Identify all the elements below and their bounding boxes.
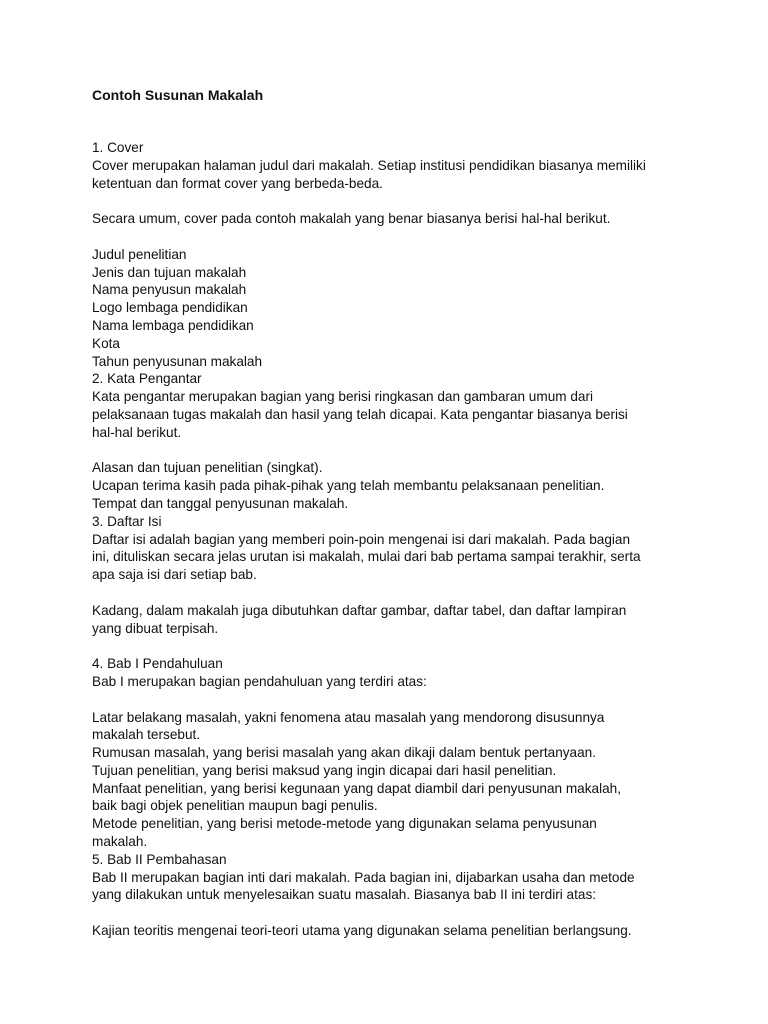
blank-line	[92, 192, 692, 210]
text-line: Ucapan terima kasih pada pihak-pihak yang telah membantu pelaksanaan penelitian.	[92, 478, 605, 494]
text-line: Jenis dan tujuan makalah	[92, 264, 247, 280]
text-line: 4. Bab I Pendahuluan	[92, 656, 223, 672]
text-line: 2. Kata Pengantar	[92, 371, 202, 387]
text-line: ketentuan dan format cover yang berbeda-beda.	[92, 175, 383, 191]
text-line: Kota	[92, 335, 120, 351]
text-line: makalah.	[92, 834, 148, 850]
blank-line	[92, 442, 692, 460]
text-line: apa saja isi dari setiap bab.	[92, 567, 257, 583]
text-line: pelaksanaan tugas makalah dan hasil yang telah dicapai. Kata pengantar biasanya berisi	[92, 406, 628, 422]
text-line: makalah tersebut.	[92, 727, 201, 743]
text-line: Cover merupakan halaman judul dari makalah. Setiap institusi pendidikan biasanya memiliki	[92, 157, 646, 173]
text-line: Nama lembaga pendidikan	[92, 317, 254, 333]
text-line: Nama penyusun makalah	[92, 282, 247, 298]
text-line: Tujuan penelitian, yang berisi maksud yang ingin dicapai dari hasil penelitian.	[92, 762, 557, 778]
blank-line	[92, 228, 692, 246]
text-line: yang dilakukan untuk menyelesaikan suatu masalah. Biasanya bab II ini terdiri atas:	[92, 887, 597, 903]
text-line: 1. Cover	[92, 140, 144, 155]
text-line: Kata pengantar merupakan bagian yang berisi ringkasan dan gambaran umum dari	[92, 389, 594, 405]
text-line: Rumusan masalah, yang berisi masalah yang akan dikaji dalam bentuk pertanyaan.	[92, 745, 597, 761]
text-line: Kadang, dalam makalah juga dibutuhkan daftar gambar, daftar tabel, dan daftar lampiran	[92, 602, 627, 618]
text-line: Bab II merupakan bagian inti dari makalah. Pada bagian ini, dijabarkan usaha dan metode	[92, 869, 635, 885]
document-page	[92, 86, 692, 940]
blank-line	[92, 904, 692, 922]
text-line: yang dibuat terpisah.	[92, 620, 219, 636]
text-line: Logo lembaga pendidikan	[92, 300, 248, 316]
text-line: Metode penelitian, yang berisi metode-metode yang digunakan selama penyusunan	[92, 816, 597, 832]
text-line: ini, dituliskan secara jelas urutan isi makalah, mulai dari bab pertama sampai terakhir, serta	[92, 549, 641, 565]
text-line: Bab I merupakan bagian pendahuluan yang terdiri atas:	[92, 673, 427, 689]
text-line: Tahun penyusunan makalah	[92, 353, 263, 369]
text-line: Tempat dan tanggal penyusunan makalah.	[92, 495, 349, 511]
text-line: hal-hal berikut.	[92, 424, 182, 440]
text-line: 3. Daftar Isi	[92, 513, 162, 529]
text-line: Judul penelitian	[92, 246, 187, 262]
text-line: Manfaat penelitian, yang berisi kegunaan yang dapat diambil dari penyusunan makalah,	[92, 780, 622, 796]
text-line: 5. Bab II Pembahasan	[92, 851, 227, 867]
text-line: Alasan dan tujuan penelitian (singkat).	[92, 460, 323, 476]
blank-line	[92, 691, 692, 709]
document-title: Contoh Susunan Makalah	[92, 87, 264, 103]
document-body	[92, 139, 692, 940]
text-line: baik bagi objek penelitian maupun bagi penulis.	[92, 798, 378, 814]
blank-line	[92, 637, 692, 655]
text-line: Secara umum, cover pada contoh makalah yang benar biasanya berisi hal-hal berikut.	[92, 211, 611, 227]
text-line: Latar belakang masalah, yakni fenomena atau masalah yang mendorong disusunnya	[92, 709, 605, 725]
text-line: Daftar isi adalah bagian yang memberi poin-poin mengenai isi dari makalah. Pada bagian	[92, 531, 631, 547]
blank-line	[92, 584, 692, 602]
text-line: Kajian teoritis mengenai teori-teori utama yang digunakan selama penelitian berlangsung.	[92, 923, 632, 939]
